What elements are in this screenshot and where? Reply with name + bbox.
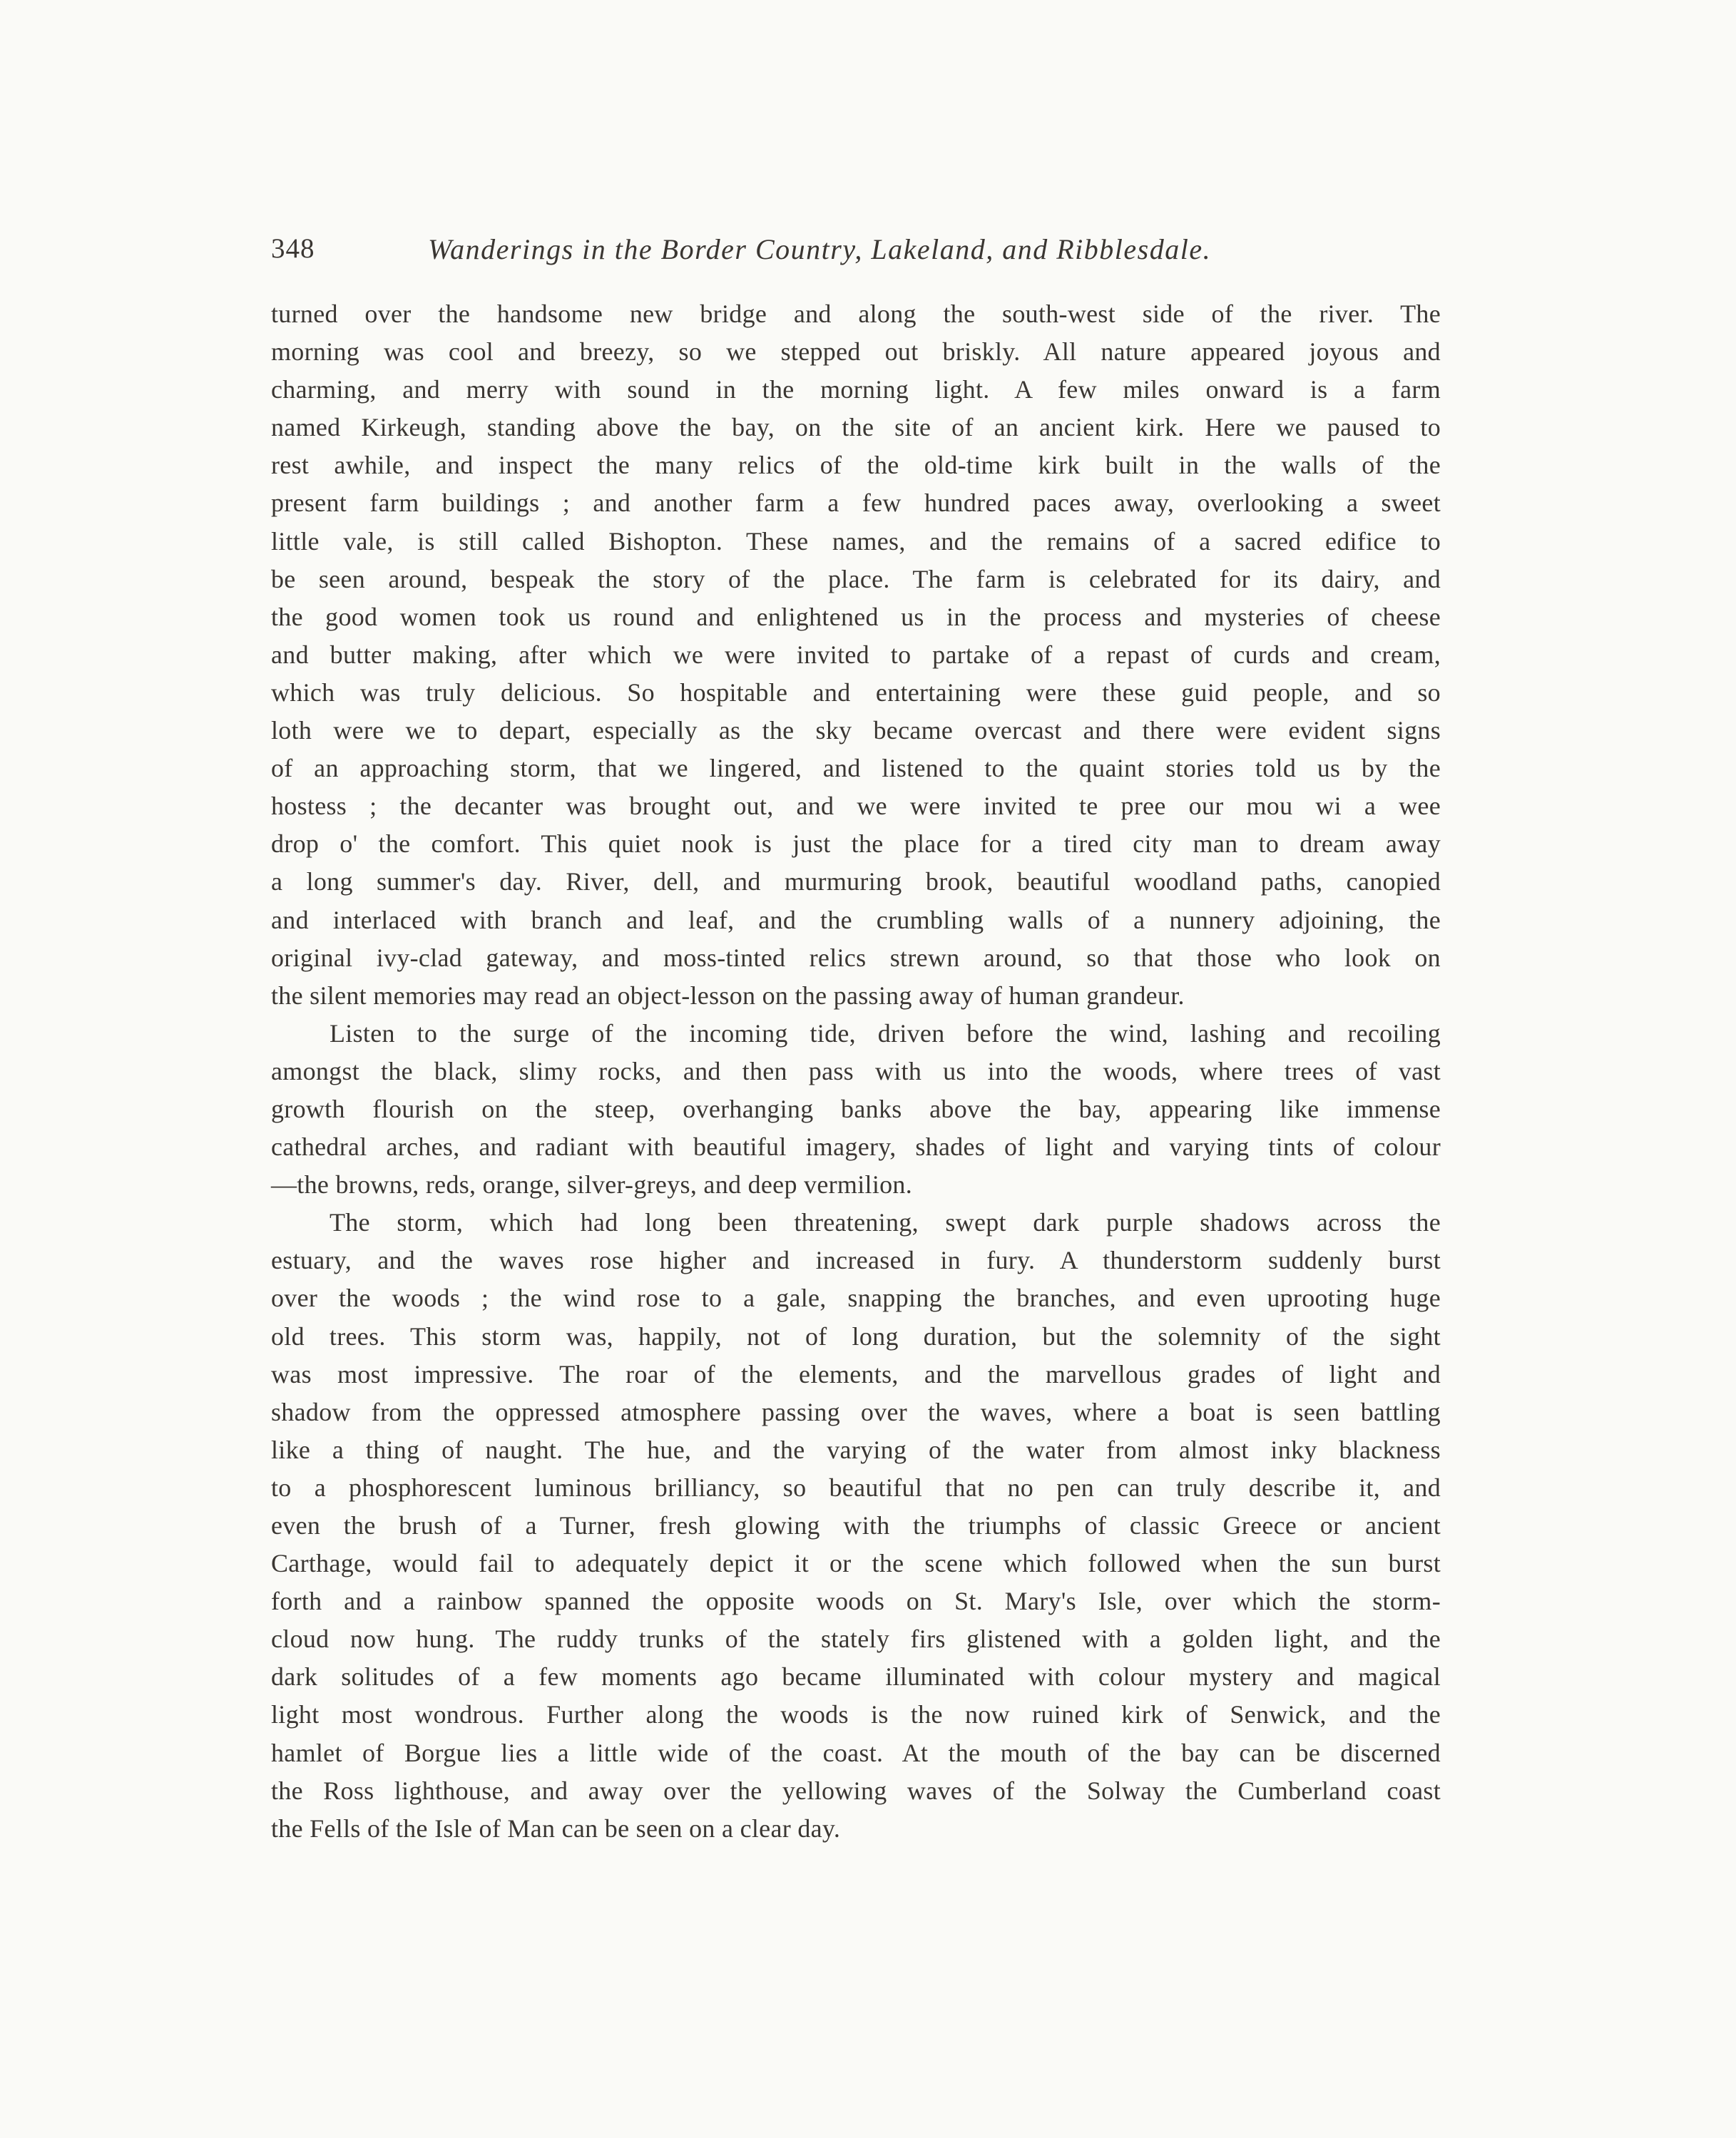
text-line: shadow from the oppressed atmosphere passing over the waves, where a boat is seen battling [271, 1397, 1441, 1426]
text-line: a long summer's day. River, dell, and murmuring brook, beautiful woodland paths, canopied [271, 867, 1441, 896]
text-line: little vale, is still called Bishopton. These names, and the remains of a sacred edifice to [271, 526, 1441, 556]
text-line: morning was cool and breezy, so we stepped out briskly. All nature appeared joyous and [271, 337, 1441, 367]
text-line: dark solitudes of a few moments ago became illuminated with colour mystery and magical [271, 1662, 1441, 1692]
text-line: be seen around, bespeak the story of the place. The farm is celebrated for its dairy, and [271, 564, 1441, 593]
text-line: original ivy-clad gateway, and moss-tinted relics strewn around, so that those who look on [271, 943, 1441, 972]
text-line: loth were we to depart, especially as the sky became overcast and there were evident signs [271, 716, 1441, 745]
text-line: light most wondrous. Further along the woods is the now ruined kirk of Senwick, and the [271, 1700, 1441, 1729]
text-line: named Kirkeugh, standing above the bay, on the site of an ancient kirk. Here we paused to [271, 413, 1441, 442]
text-line: amongst the black, slimy rocks, and then pass with us into the woods, where trees of vast [271, 1056, 1441, 1085]
text-line: —the browns, reds, orange, silver-greys, and deep vermilion. [271, 1170, 913, 1200]
text-line: hamlet of Borgue lies a little wide of the coast. At the mouth of the bay can be discerned [271, 1738, 1441, 1767]
text-line: of an approaching storm, that we lingered, and listened to the quaint stories told us by the [271, 754, 1441, 783]
text-line: the Fells of the Isle of Man can be seen on a clear day. [271, 1814, 841, 1843]
text-line: charming, and merry with sound in the morning light. A few miles onward is a farm [271, 375, 1441, 404]
text-line: forth and a rainbow spanned the opposite woods on St. Mary's Isle, over which the storm- [271, 1587, 1441, 1616]
text-line: which was truly delicious. So hospitable and entertaining were these guid people, and so [271, 677, 1441, 707]
text-line: and interlaced with branch and leaf, and the crumbling walls of a nunnery adjoining, the [271, 905, 1441, 934]
paragraph [271, 1204, 1441, 1848]
running-title: Wanderings in the Border Country, Lakeland, and Ribblesdale. [428, 233, 1212, 265]
text-line: present farm buildings ; and another farm a few hundred paces away, overlooking a sweet [271, 489, 1441, 518]
text-line: like a thing of naught. The hue, and the varying of the water from almost inky blackness [271, 1435, 1441, 1464]
text-line: even the brush of a Turner, fresh glowing with the triumphs of classic Greece or ancient [271, 1511, 1441, 1540]
text-line: old trees. This storm was, happily, not of long duration, but the solemnity of the sight [271, 1321, 1441, 1351]
text-line: hostess ; the decanter was brought out, and we were invited te pree our mou wi a wee [271, 792, 1441, 821]
page-number: 348 [271, 233, 315, 264]
text-line: drop o' the comfort. This quiet nook is just the place for a tired city man to dream away [271, 829, 1441, 859]
text-line: growth flourish on the steep, overhanging banks above the bay, appearing like immense [271, 1094, 1441, 1123]
page-header [271, 232, 1441, 275]
text-line: turned over the handsome new bridge and along the south-west side of the river. The [271, 300, 1441, 328]
text-line: estuary, and the waves rose higher and increased in fury. A thunderstorm suddenly burst [271, 1246, 1441, 1275]
body-text [271, 295, 1441, 1848]
text-line: to a phosphorescent luminous brilliancy, so beautiful that no pen can truly describe it, and [271, 1473, 1441, 1502]
text-line: the Ross lighthouse, and away over the yellowing waves of the Solway the Cumberland coast [271, 1776, 1441, 1805]
text-line: the good women took us round and enlightened us in the process and mysteries of cheese [271, 602, 1441, 631]
paragraph [271, 1015, 1441, 1204]
text-line: the silent memories may read an object-lesson on the passing away of human grandeur. [271, 981, 1185, 1010]
text-line: The storm, which had long been threatening, swept dark purple shadows across the [330, 1208, 1441, 1237]
text-line: rest awhile, and inspect the many relics of the old-time kirk built in the walls of the [271, 451, 1441, 480]
text-line: and butter making, after which we were invited to partake of a repast of curds and cream, [271, 640, 1441, 669]
text-line: cathedral arches, and radiant with beautiful imagery, shades of light and varying tints of colour [271, 1132, 1441, 1162]
paragraph [271, 295, 1441, 1015]
text-line: Listen to the surge of the incoming tide, driven before the wind, lashing and recoiling [330, 1018, 1441, 1048]
text-line: Carthage, would fail to adequately depict it or the scene which followed when the sun burst [271, 1549, 1441, 1578]
text-line: was most impressive. The roar of the elements, and the marvellous grades of light and [271, 1359, 1441, 1388]
text-line: cloud now hung. The ruddy trunks of the stately firs glistened with a golden light, and the [271, 1625, 1441, 1654]
text-line: over the woods ; the wind rose to a gale, snapping the branches, and even uprooting huge [271, 1284, 1441, 1313]
